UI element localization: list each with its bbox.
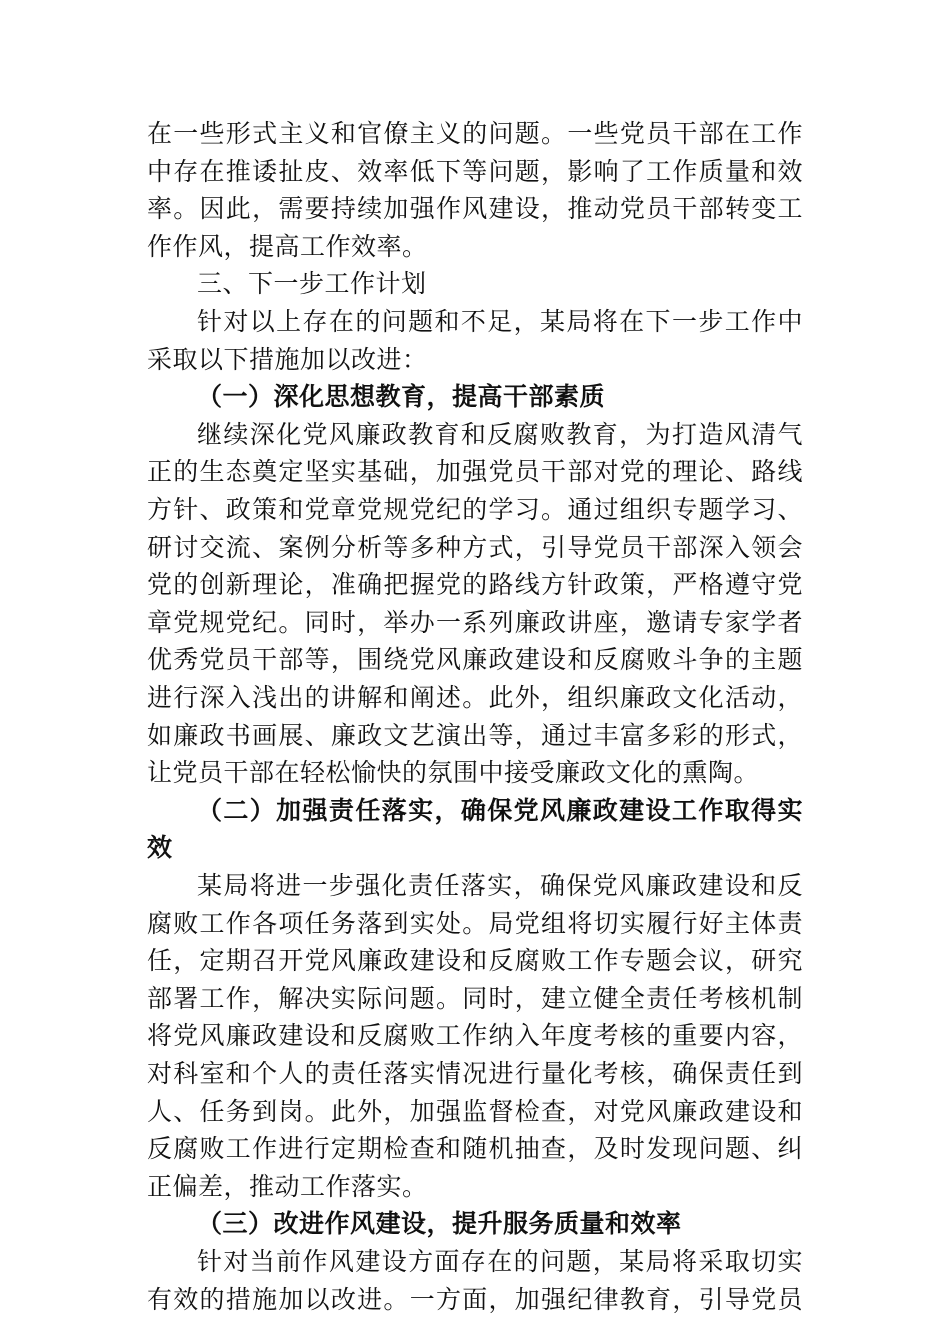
body-text-line: 章党规党纪。同时，举办一系列廉政讲座，邀请专家学者 (147, 608, 803, 637)
paragraph-last-line: 作作风，提高工作效率。 (147, 232, 428, 261)
paragraph-last-line: 采取以下措施加以改进： (147, 345, 428, 374)
body-text-line: 党的创新理论，准确把握党的路线方针政策，严格遵守党 (147, 570, 803, 599)
paragraph-last-line: 让党员干部在轻松愉快的氛围中接受廉政文化的熏陶。 (147, 758, 760, 787)
body-text-line: 如廉政书画展、廉政文艺演出等，通过丰富多彩的形式， (147, 721, 803, 750)
body-text-line: 部署工作，解决实际问题。同时，建立健全责任考核机制 (147, 984, 803, 1013)
subsection-heading: （一）深化思想教育，提高干部素质 (197, 382, 606, 411)
body-text-line: 率。因此，需要持续加强作风建设，推动党员干部转变工 (147, 194, 803, 223)
body-text-line: 对科室和个人的责任落实情况进行量化考核，确保责任到 (147, 1059, 803, 1088)
paragraph-last-line: 正偏差，推动工作落实。 (147, 1172, 428, 1201)
body-text-line: 正的生态奠定坚实基础，加强党员干部对党的理论、路线 (147, 457, 803, 486)
section-heading: 三、下一步工作计划 (197, 269, 427, 298)
body-text-line: 优秀党员干部等，围绕党风廉政建设和反腐败斗争的主题 (147, 645, 803, 674)
subsection-heading: （二）加强责任落实，确保党风廉政建设工作取得实 (197, 796, 803, 825)
body-text-line: 方针、政策和党章党规党纪的学习。通过组织专题学习、 (147, 495, 803, 524)
subsection-heading: （三）改进作风建设，提升服务质量和效率 (197, 1209, 682, 1238)
body-text-line: 中存在推诿扯皮、效率低下等问题，影响了工作质量和效 (147, 157, 803, 186)
body-text-line: 人、任务到岗。此外，加强监督检查，对党风廉政建设和 (147, 1097, 803, 1126)
subsection-heading-continued: 效 (147, 833, 173, 862)
body-text-line: 反腐败工作进行定期检查和随机抽查，及时发现问题、纠 (147, 1134, 803, 1163)
body-text-line: 将党风廉政建设和反腐败工作纳入年度考核的重要内容， (147, 1021, 803, 1050)
body-text-line: 有效的措施加以改进。一方面，加强纪律教育，引导党员 (147, 1285, 803, 1314)
body-text-line: 腐败工作各项任务落到实处。局党组将切实履行好主体责 (147, 909, 803, 938)
body-text-line: 在一些形式主义和官僚主义的问题。一些党员干部在工作 (147, 119, 803, 148)
body-text-line: 进行深入浅出的讲解和阐述。此外，组织廉政文化活动， (147, 683, 803, 712)
paragraph-first-line: 针对以上存在的问题和不足，某局将在下一步工作中 (197, 307, 803, 336)
paragraph-first-line: 针对当前作风建设方面存在的问题，某局将采取切实 (197, 1247, 803, 1276)
paragraph-first-line: 继续深化党风廉政教育和反腐败教育，为打造风清气 (197, 420, 803, 449)
body-text-line: 任，定期召开党风廉政建设和反腐败工作专题会议，研究 (147, 946, 803, 975)
paragraph-first-line: 某局将进一步强化责任落实，确保党风廉政建设和反 (197, 871, 803, 900)
body-text-line: 研讨交流、案例分析等多种方式，引导党员干部深入领会 (147, 533, 803, 562)
